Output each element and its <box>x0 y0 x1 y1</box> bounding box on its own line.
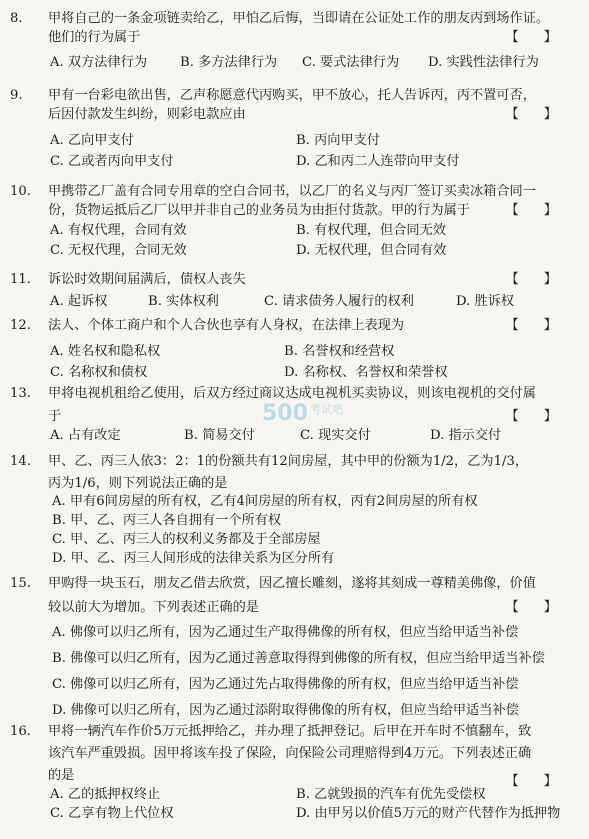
stem-line: 该汽车严重毁损。因甲将该车投了保险，向保险公司理赔得到4万元。下列表述正确 <box>48 746 532 761</box>
question-number: 11. <box>10 272 31 287</box>
stem-line: 甲有一台彩电欲出售，乙声称愿意代丙购买，甲不放心，托人告诉丙，丙不置可否， <box>48 88 536 103</box>
option-c: C. 请求债务人履行的权利 <box>264 294 414 309</box>
question-9 <box>0 86 589 171</box>
option-c: C. 现实交付 <box>300 428 371 443</box>
options-row <box>0 804 589 823</box>
option-a: A. 乙向甲支付 <box>50 133 134 148</box>
watermark-text: 考试吧 <box>310 403 343 416</box>
options-row <box>0 221 589 240</box>
option-b: B. 实体权利 <box>148 294 219 309</box>
stem-line: 较以前大为增加。下列表述正确的是 <box>48 600 259 615</box>
option-b: B. 简易交付 <box>184 428 255 443</box>
stem-line: 甲携带乙厂盖有合同专用章的空白合同书，以乙厂的名义与丙厂签订买卖冰箱合同一 <box>48 184 536 199</box>
question-stem <box>0 452 589 493</box>
question-8 <box>0 9 589 72</box>
question-number: 13. <box>10 386 31 401</box>
option-a: A. 姓名权和隐私权 <box>50 344 161 359</box>
options-row <box>0 292 589 311</box>
question-15 <box>0 574 589 720</box>
stem-line: 的是 <box>48 768 75 783</box>
options-row <box>0 241 589 260</box>
option-b: B. 佛像可以归乙所有，因为乙通过善意取得得到佛像的所有权，但应当给甲适当补偿 <box>52 651 545 666</box>
option-d: D. 名称权、名誉权和荣誉权 <box>284 365 448 380</box>
option-c: C. 甲、乙、丙三人的权利义务都及于全部房屋 <box>52 532 321 547</box>
question-stem <box>0 270 589 289</box>
stem-line: 后因付款发生纠纷，则彩电款应由 <box>48 107 246 122</box>
option-d: D. 甲、乙、丙三人间形成的法律关系为区分所有 <box>52 551 335 566</box>
option-c: C. 名称权和债权 <box>50 365 148 380</box>
option-b: B. 名誉权和经营权 <box>284 344 395 359</box>
option-c: C. 佛像可以归乙所有，因为乙通过先占取得佛像的所有权，但应当给甲适当补偿 <box>52 677 519 692</box>
stem-line: 丙为1/6，则下列说法正确的是 <box>48 476 228 491</box>
site-watermark <box>262 400 362 436</box>
options-row <box>0 131 589 150</box>
question-14 <box>0 452 589 568</box>
answer-bracket: 【 】 <box>505 107 557 122</box>
answer-bracket: 【 】 <box>505 600 557 615</box>
option-a: A. 有权代理，合同有效 <box>50 223 187 238</box>
option-b: B. 多方法律行为 <box>180 55 278 70</box>
options-row <box>0 363 589 382</box>
option-b: B. 甲、乙、丙三人各自拥有一个所有权 <box>52 513 282 528</box>
option-d: D. 实践性法律行为 <box>428 55 539 70</box>
question-stem <box>0 316 589 335</box>
options-row <box>0 785 589 804</box>
option-a: A. 乙的抵押权终止 <box>50 787 161 802</box>
option-d: D. 无权代理，但合同有效 <box>296 243 447 258</box>
watermark-number: 500 <box>262 401 308 426</box>
option-c: C. 要式法律行为 <box>302 55 400 70</box>
stem-line: 甲将自己的一条金项链卖给乙，甲怕乙后悔，当即请在公证处工作的朋友丙到场作证。 <box>48 11 550 26</box>
question-stem <box>0 86 589 124</box>
option-a: A. 占有改定 <box>50 428 121 443</box>
question-number: 8. <box>10 11 23 26</box>
question-16 <box>0 722 589 823</box>
stem-line: 甲、乙、丙三人依3：2：1的份额共有12间房屋，其中甲的份额为1/2，乙为1/3， <box>48 454 529 469</box>
question-12 <box>0 316 589 382</box>
option-d: D. 指示交付 <box>430 428 502 443</box>
stem-line: 诉讼时效期间届满后，债权人丧失 <box>48 272 246 287</box>
stem-line: 于 <box>48 409 62 424</box>
option-a: A. 双方法律行为 <box>50 55 148 70</box>
stem-line: 法人、个体工商户和个人合伙也享有人身权，在法律上表现为 <box>48 318 405 333</box>
stem-line: 他们的行为属于 <box>48 30 141 45</box>
question-stem <box>0 182 589 220</box>
stem-line: 甲将一辆汽车作价5万元抵押给乙，并办理了抵押登记。后甲在开车时不慎翻车，致 <box>48 724 532 739</box>
option-c: C. 乙享有物上代位权 <box>50 806 174 821</box>
answer-bracket: 【 】 <box>505 318 557 333</box>
question-stem <box>0 574 589 617</box>
option-b: B. 有权代理，但合同无效 <box>296 223 446 238</box>
question-number: 9. <box>10 88 23 103</box>
option-a: A. 起诉权 <box>50 294 108 309</box>
answer-bracket: 【 】 <box>505 774 557 789</box>
stem-line: 甲将电视机租给乙使用，后双方经过商议达成电视机买卖协议，则该电视机的交付属 <box>48 386 536 401</box>
option-b: B. 乙就毁损的汽车有优先受偿权 <box>296 787 486 802</box>
option-c: C. 无权代理，合同无效 <box>50 243 187 258</box>
answer-bracket: 【 】 <box>505 409 557 424</box>
question-number: 14. <box>10 454 31 469</box>
answer-bracket: 【 】 <box>505 30 557 45</box>
stem-line: 份，货物运抵后乙厂以甲并非自己的业务员为由拒付货款。甲的行为属于 <box>48 203 470 218</box>
options-row <box>0 342 589 361</box>
question-number: 16. <box>10 724 31 739</box>
option-a: A. 甲有6间房屋的所有权，乙有4间房屋的所有权，丙有2间房屋的所有权 <box>52 494 478 509</box>
question-number: 15. <box>10 576 31 591</box>
answer-bracket: 【 】 <box>505 272 557 287</box>
option-d: D. 佛像可以归乙所有，因为乙通过添附取得佛像的所有权，但应当给甲适当补偿 <box>52 703 519 718</box>
option-d: D. 乙和丙二人连带向甲支付 <box>296 154 460 169</box>
question-10 <box>0 182 589 260</box>
option-c: C. 乙或者丙向甲支付 <box>50 154 174 169</box>
answer-bracket: 【 】 <box>505 203 557 218</box>
question-11 <box>0 270 589 311</box>
question-number: 10. <box>10 184 31 199</box>
option-d: D. 由甲另以价值5万元的财产代替作为抵押物 <box>296 806 561 821</box>
option-a: A. 佛像可以归乙所有，因为乙通过生产取得佛像的所有权，但应当给甲适当补偿 <box>52 625 519 640</box>
stem-line: 甲购得一块玉石，朋友乙借去欣赏，因乙擅长雕刻，遂将其刻成一尊精美佛像，价值 <box>48 576 536 591</box>
option-b: B. 丙向甲支付 <box>296 133 381 148</box>
question-stem <box>0 9 589 47</box>
question-number: 12. <box>10 318 31 333</box>
options-row <box>0 152 589 171</box>
options-row <box>0 53 589 72</box>
question-stem <box>0 722 589 789</box>
option-d: D. 胜诉权 <box>456 294 515 309</box>
